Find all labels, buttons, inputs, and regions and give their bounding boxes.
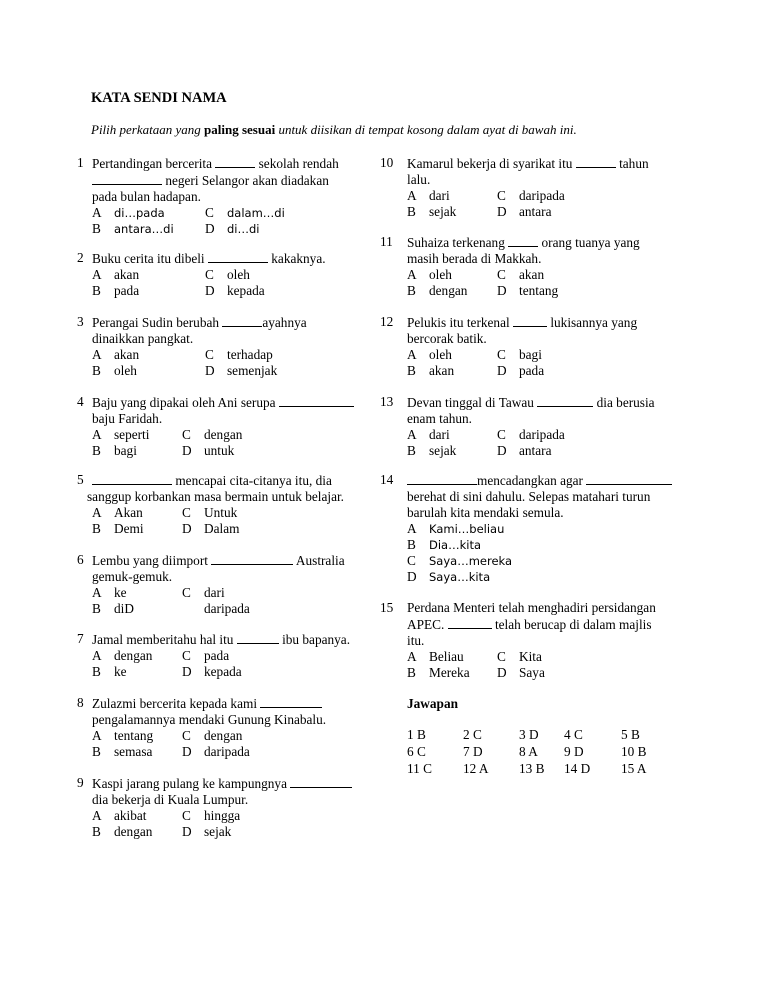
- question-number: 8: [77, 695, 84, 710]
- answer-blank[interactable]: [237, 631, 279, 644]
- question-text: lalu.: [407, 172, 431, 187]
- question-11: [380, 234, 690, 299]
- option-d[interactable]: pada: [519, 363, 545, 378]
- question-number: 12: [380, 314, 394, 329]
- answer-key-cell: 12 A: [463, 761, 489, 776]
- option-letter: C: [182, 808, 191, 823]
- option-letter: D: [497, 204, 507, 219]
- option-a[interactable]: seperti: [114, 427, 150, 442]
- option-a[interactable]: Beliau: [429, 649, 464, 664]
- option-a[interactable]: ke: [114, 585, 127, 600]
- question-text: barulah kita mendaki semula.: [407, 505, 564, 520]
- question-text: dinaikkan pangkat.: [92, 331, 194, 346]
- question-7: [77, 631, 377, 680]
- option-letter: A: [92, 427, 102, 442]
- answer-blank[interactable]: [508, 234, 538, 247]
- answer-blank[interactable]: [586, 472, 672, 485]
- option-c[interactable]: pada: [204, 648, 230, 663]
- question-text: APEC.: [407, 617, 448, 632]
- option-b[interactable]: dengan: [114, 824, 153, 839]
- option-d[interactable]: Saya…kita: [429, 570, 491, 584]
- option-letter: B: [92, 221, 101, 236]
- question-text: baju Faridah.: [92, 411, 163, 426]
- option-d[interactable]: semenjak: [227, 363, 278, 378]
- option-letter: D: [497, 363, 507, 378]
- option-letter: D: [205, 221, 215, 236]
- instruction-bold: paling sesuai: [204, 122, 276, 137]
- question-9: [77, 775, 377, 840]
- option-letter: B: [92, 443, 101, 458]
- question-6: [77, 552, 377, 617]
- option-c[interactable]: terhadap: [227, 347, 273, 362]
- option-b[interactable]: sejak: [429, 443, 457, 458]
- question-text: Suhaiza terkenang: [407, 235, 509, 250]
- option-letter: D: [182, 521, 192, 536]
- option-letter: C: [407, 553, 416, 568]
- option-letter: C: [182, 585, 191, 600]
- question-text: bercorak batik.: [407, 331, 487, 346]
- answer-blank[interactable]: [211, 552, 293, 565]
- question-number: 13: [380, 394, 394, 409]
- option-a[interactable]: dari: [429, 188, 450, 203]
- option-letter: C: [182, 427, 191, 442]
- option-letter: A: [92, 505, 102, 520]
- question-text: pada bulan hadapan.: [92, 189, 201, 204]
- answer-blank[interactable]: [92, 472, 172, 485]
- option-a[interactable]: akan: [114, 267, 140, 282]
- option-d[interactable]: antara: [519, 443, 552, 458]
- question-text: Baju yang dipakai oleh Ani serupa: [92, 395, 279, 410]
- question-text: ayahnya: [262, 315, 307, 330]
- option-d[interactable]: untuk: [204, 443, 235, 458]
- answer-key-cell: 14 D: [564, 761, 591, 776]
- question-number: 6: [77, 552, 84, 567]
- option-c[interactable]: Kita: [519, 649, 542, 664]
- option-letter: A: [92, 267, 102, 282]
- question-text: sekolah rendah: [255, 156, 339, 171]
- answer-key-cell: 13 B: [519, 761, 545, 776]
- question-text: masih berada di Makkah.: [407, 251, 542, 266]
- option-a[interactable]: di…pada: [114, 206, 165, 220]
- answer-key-row: [407, 726, 647, 743]
- question-text: mencapai cita-citanya itu, dia: [172, 473, 332, 488]
- option-letter: A: [92, 648, 102, 663]
- question-number: 10: [380, 155, 394, 170]
- option-letter: D: [497, 283, 507, 298]
- answer-key-title: Jawapan: [407, 696, 458, 711]
- answer-blank[interactable]: [407, 472, 477, 485]
- option-c[interactable]: daripada: [519, 188, 565, 203]
- option-b[interactable]: ke: [114, 664, 127, 679]
- question-12: [380, 314, 690, 379]
- option-letter: B: [407, 363, 416, 378]
- option-b[interactable]: pada: [114, 283, 140, 298]
- option-letter: C: [182, 728, 191, 743]
- option-a[interactable]: akibat: [114, 808, 147, 823]
- option-a[interactable]: Akan: [114, 505, 143, 520]
- option-letter: C: [497, 649, 506, 664]
- question-text: Lembu yang diimport: [92, 553, 212, 568]
- option-letter: C: [205, 267, 214, 282]
- option-a[interactable]: oleh: [429, 347, 452, 362]
- option-letter: D: [205, 363, 215, 378]
- answer-key-grid: [407, 726, 647, 777]
- question-number: 5: [77, 472, 84, 487]
- option-letter: A: [407, 521, 417, 536]
- question-text: sanggup korbankan masa bermain untuk belajar.: [87, 489, 344, 504]
- question-text: mencadangkan agar: [477, 473, 587, 488]
- option-letter: A: [92, 347, 102, 362]
- option-letter: B: [407, 537, 416, 552]
- option-letter: B: [92, 521, 101, 536]
- option-b[interactable]: oleh: [114, 363, 137, 378]
- option-letter: D: [182, 744, 192, 759]
- answer-key-cell: 8 A: [519, 744, 538, 759]
- question-10: [380, 155, 690, 220]
- question-2: [77, 250, 377, 299]
- option-letter: B: [92, 664, 101, 679]
- option-letter: A: [92, 205, 102, 220]
- option-b[interactable]: akan: [429, 363, 455, 378]
- option-letter: C: [497, 188, 506, 203]
- question-text: berehat di sini dahulu. Selepas matahari turun: [407, 489, 651, 504]
- option-c[interactable]: dengan: [204, 728, 243, 743]
- option-letter: A: [407, 267, 417, 282]
- question-14: [380, 472, 710, 585]
- question-text: Devan tinggal di Tawau: [407, 395, 538, 410]
- question-number: 11: [380, 234, 393, 249]
- option-b[interactable]: bagi: [114, 443, 137, 458]
- option-d[interactable]: Dalam: [204, 521, 240, 536]
- question-text: Perdana Menteri telah menghadiri persidangan: [407, 600, 656, 615]
- option-c[interactable]: dalam…di: [227, 206, 285, 220]
- option-c[interactable]: Untuk: [204, 505, 238, 520]
- question-text: Zulazmi bercerita kepada kami: [92, 696, 261, 711]
- answer-blank[interactable]: [576, 155, 616, 168]
- option-a[interactable]: dengan: [114, 648, 153, 663]
- question-number: 15: [380, 600, 394, 615]
- question-text: Perangai Sudin berubah: [92, 315, 223, 330]
- option-b[interactable]: antara…di: [114, 222, 174, 236]
- option-a[interactable]: akan: [114, 347, 140, 362]
- option-b[interactable]: diD: [114, 601, 134, 616]
- question-number: 1: [77, 155, 84, 170]
- question-text: negeri Selangor akan diadakan: [162, 173, 329, 188]
- option-letter: A: [92, 808, 102, 823]
- answer-key-cell: 3 D: [519, 727, 539, 742]
- option-letter: D: [205, 283, 215, 298]
- question-text: kakaknya.: [267, 251, 326, 266]
- question-text: enam tahun.: [407, 411, 472, 426]
- answer-blank[interactable]: [92, 172, 162, 185]
- question-5: [77, 472, 377, 537]
- option-d[interactable]: antara: [519, 204, 552, 219]
- question-text: tahun: [615, 156, 649, 171]
- question-8: [77, 695, 377, 760]
- answer-blank[interactable]: [279, 394, 354, 407]
- answer-key-cell: 6 C: [407, 744, 426, 759]
- option-letter: D: [182, 443, 192, 458]
- option-a[interactable]: dari: [429, 427, 450, 442]
- instruction-post: untuk diisikan di tempat kosong dalam ayat di bawah ini.: [275, 122, 577, 137]
- answer-key-cell: 15 A: [621, 761, 647, 776]
- option-letter: A: [92, 728, 102, 743]
- question-number: 9: [77, 775, 84, 790]
- option-d[interactable]: kepada: [227, 283, 265, 298]
- option-letter: D: [497, 443, 507, 458]
- question-text: itu.: [407, 633, 425, 648]
- question-3: [77, 314, 377, 379]
- option-a[interactable]: tentang: [114, 728, 154, 743]
- option-letter: B: [407, 283, 416, 298]
- option-c[interactable]: Saya…mereka: [429, 554, 513, 568]
- question-number: 2: [77, 250, 84, 265]
- question-text: orang tuanya yang: [538, 235, 640, 250]
- question-text: ibu bapanya.: [278, 632, 351, 647]
- option-letter: C: [182, 648, 191, 663]
- option-letter: C: [205, 205, 214, 220]
- answer-key-cell: 11 C: [407, 761, 432, 776]
- option-a[interactable]: Kami…beliau: [429, 522, 505, 536]
- option-d[interactable]: kepada: [204, 664, 242, 679]
- option-b[interactable]: dengan: [429, 283, 468, 298]
- question-text: lukisannya yang: [547, 315, 638, 330]
- answer-blank[interactable]: [222, 314, 262, 327]
- option-d[interactable]: daripada: [204, 601, 250, 616]
- option-letter: C: [182, 505, 191, 520]
- option-letter: A: [407, 347, 417, 362]
- question-13: [380, 394, 690, 459]
- option-b[interactable]: Dia…kita: [429, 538, 482, 552]
- answer-key-row: [407, 743, 647, 760]
- answer-blank[interactable]: [537, 394, 593, 407]
- option-d[interactable]: daripada: [204, 744, 250, 759]
- instruction-pre: Pilih perkataan yang: [91, 122, 205, 137]
- question-number: 7: [77, 631, 84, 646]
- answer-key-cell: 9 D: [564, 744, 584, 759]
- option-letter: D: [182, 824, 192, 839]
- option-c[interactable]: dengan: [204, 427, 243, 442]
- option-letter: B: [407, 443, 416, 458]
- option-letter: B: [92, 363, 101, 378]
- answer-key-row: [407, 760, 647, 777]
- instruction: [91, 122, 577, 138]
- question-text: Kaspi jarang pulang ke kampungnya: [92, 776, 291, 791]
- option-b[interactable]: semasa: [114, 744, 153, 759]
- question-text: Australia: [293, 553, 345, 568]
- option-c[interactable]: bagi: [519, 347, 542, 362]
- answer-blank[interactable]: [513, 314, 547, 327]
- answer-key-cell: 1 B: [407, 727, 426, 742]
- question-number: 4: [77, 394, 84, 409]
- option-letter: B: [407, 204, 416, 219]
- answer-blank[interactable]: [208, 250, 268, 263]
- answer-blank[interactable]: [215, 155, 255, 168]
- option-b[interactable]: Mereka: [429, 665, 470, 680]
- answer-blank[interactable]: [290, 775, 352, 788]
- option-c[interactable]: akan: [519, 267, 545, 282]
- option-letter: D: [182, 664, 192, 679]
- question-text: telah berucap di dalam majlis: [491, 617, 652, 632]
- option-letter: A: [92, 585, 102, 600]
- option-letter: B: [92, 601, 101, 616]
- question-1: [77, 155, 377, 237]
- option-b[interactable]: sejak: [429, 204, 457, 219]
- question-number: 3: [77, 314, 84, 329]
- answer-blank[interactable]: [448, 616, 492, 629]
- question-text: Pelukis itu terkenal: [407, 315, 513, 330]
- option-letter: B: [92, 283, 101, 298]
- question-number: 14: [380, 472, 394, 487]
- option-letter: B: [92, 824, 101, 839]
- option-d[interactable]: Saya: [519, 665, 545, 680]
- option-b[interactable]: Demi: [114, 521, 144, 536]
- question-15: [380, 600, 700, 681]
- option-d[interactable]: tentang: [519, 283, 559, 298]
- answer-key-cell: 4 C: [564, 727, 583, 742]
- question-text: Buku cerita itu dibeli: [92, 251, 208, 266]
- option-letter: A: [407, 649, 417, 664]
- option-letter: A: [407, 188, 417, 203]
- question-text: Kamarul bekerja di syarikat itu: [407, 156, 576, 171]
- question-text: Jamal memberitahu hal itu: [92, 632, 237, 647]
- option-letter: B: [407, 665, 416, 680]
- option-letter: A: [407, 427, 417, 442]
- option-c[interactable]: dari: [204, 585, 225, 600]
- option-d[interactable]: sejak: [204, 824, 232, 839]
- option-letter: C: [497, 267, 506, 282]
- answer-key-cell: 10 B: [621, 744, 647, 759]
- option-c[interactable]: hingga: [204, 808, 241, 823]
- question-text: pengalamannya mendaki Gunung Kinabalu.: [92, 712, 327, 727]
- question-text: gemuk-gemuk.: [92, 569, 173, 584]
- option-letter: C: [205, 347, 214, 362]
- option-letter: C: [497, 347, 506, 362]
- question-text: Pertandingan bercerita: [92, 156, 216, 171]
- option-letter: B: [92, 744, 101, 759]
- option-a[interactable]: oleh: [429, 267, 452, 282]
- page-title: KATA SENDI NAMA: [91, 90, 227, 106]
- question-4: [77, 394, 377, 459]
- option-c[interactable]: oleh: [227, 267, 250, 282]
- answer-blank[interactable]: [260, 695, 322, 708]
- answer-key-cell: 2 C: [463, 727, 482, 742]
- question-text: dia berusia: [593, 395, 655, 410]
- option-letter: D: [497, 665, 507, 680]
- option-d[interactable]: di…di: [227, 222, 260, 236]
- question-text: dia bekerja di Kuala Lumpur.: [92, 792, 249, 807]
- answer-key-cell: 7 D: [463, 744, 483, 759]
- option-letter: C: [497, 427, 506, 442]
- option-c[interactable]: daripada: [519, 427, 565, 442]
- option-letter: D: [407, 569, 417, 584]
- answer-key-cell: 5 B: [621, 727, 640, 742]
